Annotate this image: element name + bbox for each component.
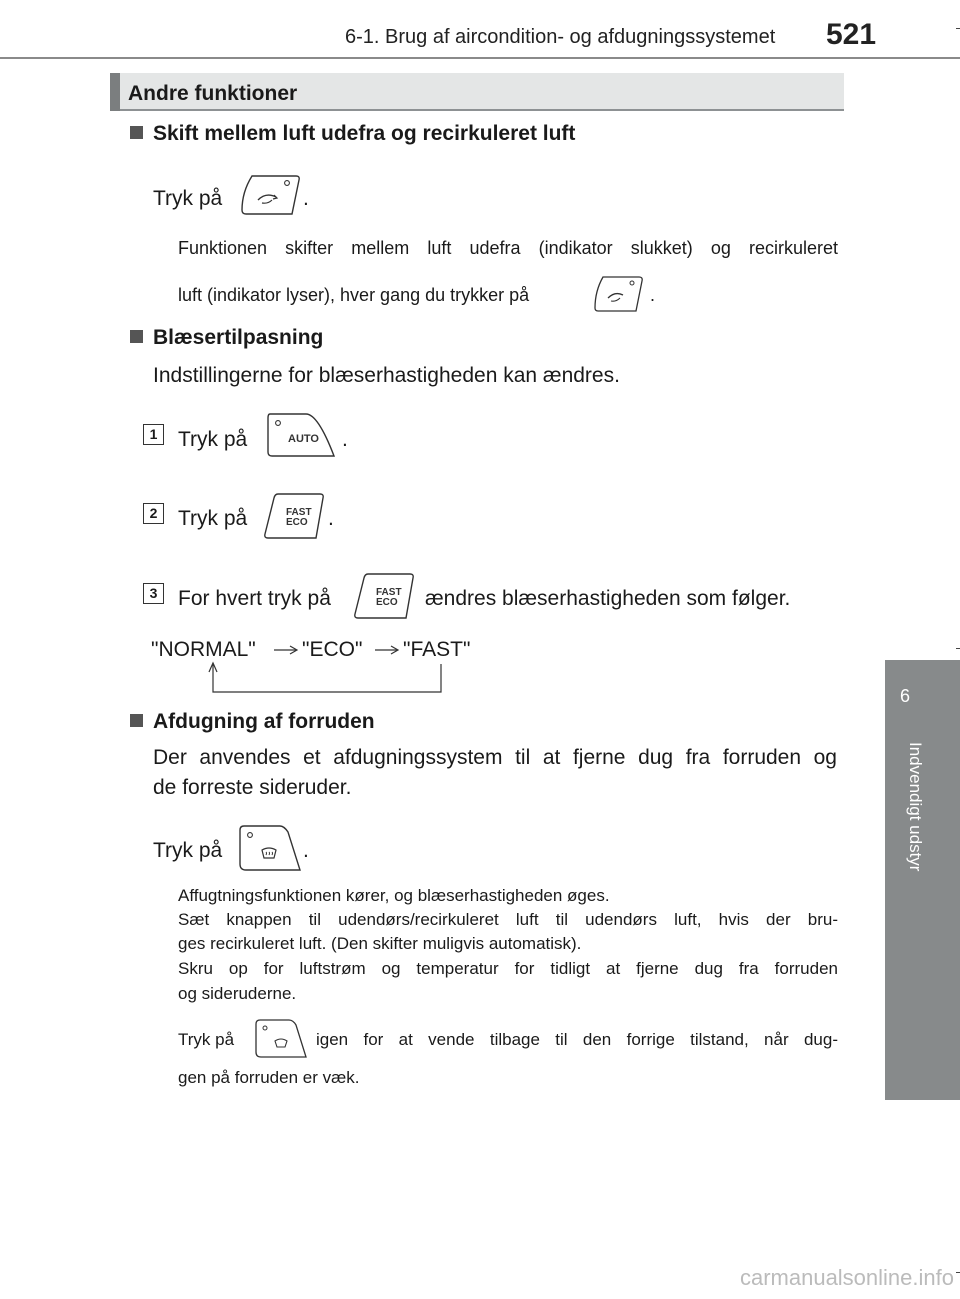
section-title: Andre funktioner	[128, 82, 298, 105]
step-number-2: 2	[143, 503, 164, 524]
chapter-side-tab	[885, 660, 960, 1100]
fast-eco-button-icon	[352, 570, 418, 622]
step-number-1: 1	[143, 424, 164, 445]
defog-last-before: Tryk på	[178, 1030, 235, 1049]
cycle-fast: "FAST"	[403, 638, 471, 661]
eco-label: ECO	[376, 597, 398, 608]
fan-intro: Indstillingerne for blæserhastigheden kan ændres.	[153, 364, 620, 387]
arrow-right-icon	[373, 642, 401, 658]
step2-after: .	[328, 507, 334, 530]
fast-label: FAST	[286, 507, 312, 518]
section-header-bar	[110, 73, 120, 111]
step1-before: Tryk på	[178, 428, 248, 451]
side-tab-number: 6	[899, 686, 910, 706]
cycle-return-arrow	[200, 660, 450, 696]
defog-press-after: .	[303, 839, 309, 862]
defog-note-3: ges recirkuleret luft. (Den skifter muligvis automatisk).	[178, 934, 582, 953]
fast-label: FAST	[376, 587, 402, 598]
square-bullet-icon	[130, 330, 143, 343]
recirc-press-before: Tryk på	[153, 187, 223, 210]
recirc-note-end: .	[650, 285, 656, 305]
auto-button-label: AUTO	[288, 433, 319, 445]
crop-mark	[956, 648, 960, 649]
fan-heading-text: Blæsertilpasning	[153, 326, 324, 349]
arrow-right-icon	[272, 642, 300, 658]
square-bullet-icon	[130, 714, 143, 727]
defog-heading-text: Afdugning af forruden	[153, 710, 375, 733]
page-number: 521	[826, 18, 877, 51]
step2-before: Tryk på	[178, 507, 248, 530]
defog-note-4: Skru op for luftstrøm og temperatur for tidligt at fjerne dug fra forruden	[178, 959, 838, 978]
watermark: carmanualsonline.info	[739, 1265, 954, 1290]
square-bullet-icon	[130, 126, 143, 139]
chapter-title: 6-1. Brug af aircondition- og afdugningssystemet	[345, 26, 776, 48]
windshield-defog-button-icon	[253, 1017, 309, 1061]
auto-button-icon	[264, 410, 338, 460]
recirc-heading	[130, 122, 575, 146]
fan-heading	[130, 326, 323, 350]
fast-eco-button-icon	[262, 490, 328, 542]
defog-press-before: Tryk på	[153, 839, 223, 862]
step-number-3: 3	[143, 583, 164, 604]
cycle-eco: "ECO"	[302, 638, 363, 661]
recirc-press-after: .	[303, 187, 309, 210]
eco-label: ECO	[286, 517, 308, 528]
step3-before: For hvert tryk på	[178, 587, 331, 610]
recirculation-button-icon	[238, 170, 302, 220]
header-divider	[0, 57, 960, 59]
step1-after: .	[342, 428, 348, 451]
recirc-note-line1: Funktionen skifter mellem luft udefra (indikator slukket) og recirkuleret	[178, 238, 838, 258]
recirc-heading-text: Skift mellem luft udefra og recirkuleret luft	[153, 122, 576, 145]
cycle-normal: "NORMAL"	[151, 638, 256, 661]
crop-mark	[956, 1272, 960, 1273]
recirc-note-line2: luft (indikator lyser), hver gang du trykker på	[178, 285, 530, 305]
defog-intro-line2: de forreste sideruder.	[153, 776, 352, 799]
defog-heading	[130, 710, 375, 734]
defog-note-5: og sideruderne.	[178, 984, 297, 1003]
defog-last-after: igen for at vende tilbage til den forrige tilstand, når dug-	[316, 1030, 838, 1049]
step3-after: ændres blæserhastigheden som følger.	[425, 587, 791, 610]
defog-last-line2: gen på forruden er væk.	[178, 1068, 360, 1087]
defog-intro-line1: Der anvendes et afdugningssystem til at fjerne dug fra forruden og	[153, 746, 837, 769]
crop-mark	[956, 28, 960, 29]
windshield-defog-button-icon	[236, 822, 304, 874]
defog-note-1: Affugtningsfunktionen kører, og blæserhastigheden øges.	[178, 886, 610, 905]
side-tab-label: Indvendigt udstyr	[906, 742, 925, 872]
recirculation-button-icon	[592, 273, 644, 315]
defog-note-2: Sæt knappen til udendørs/recirkuleret luft til udendørs luft, hvis der bru-	[178, 910, 838, 929]
